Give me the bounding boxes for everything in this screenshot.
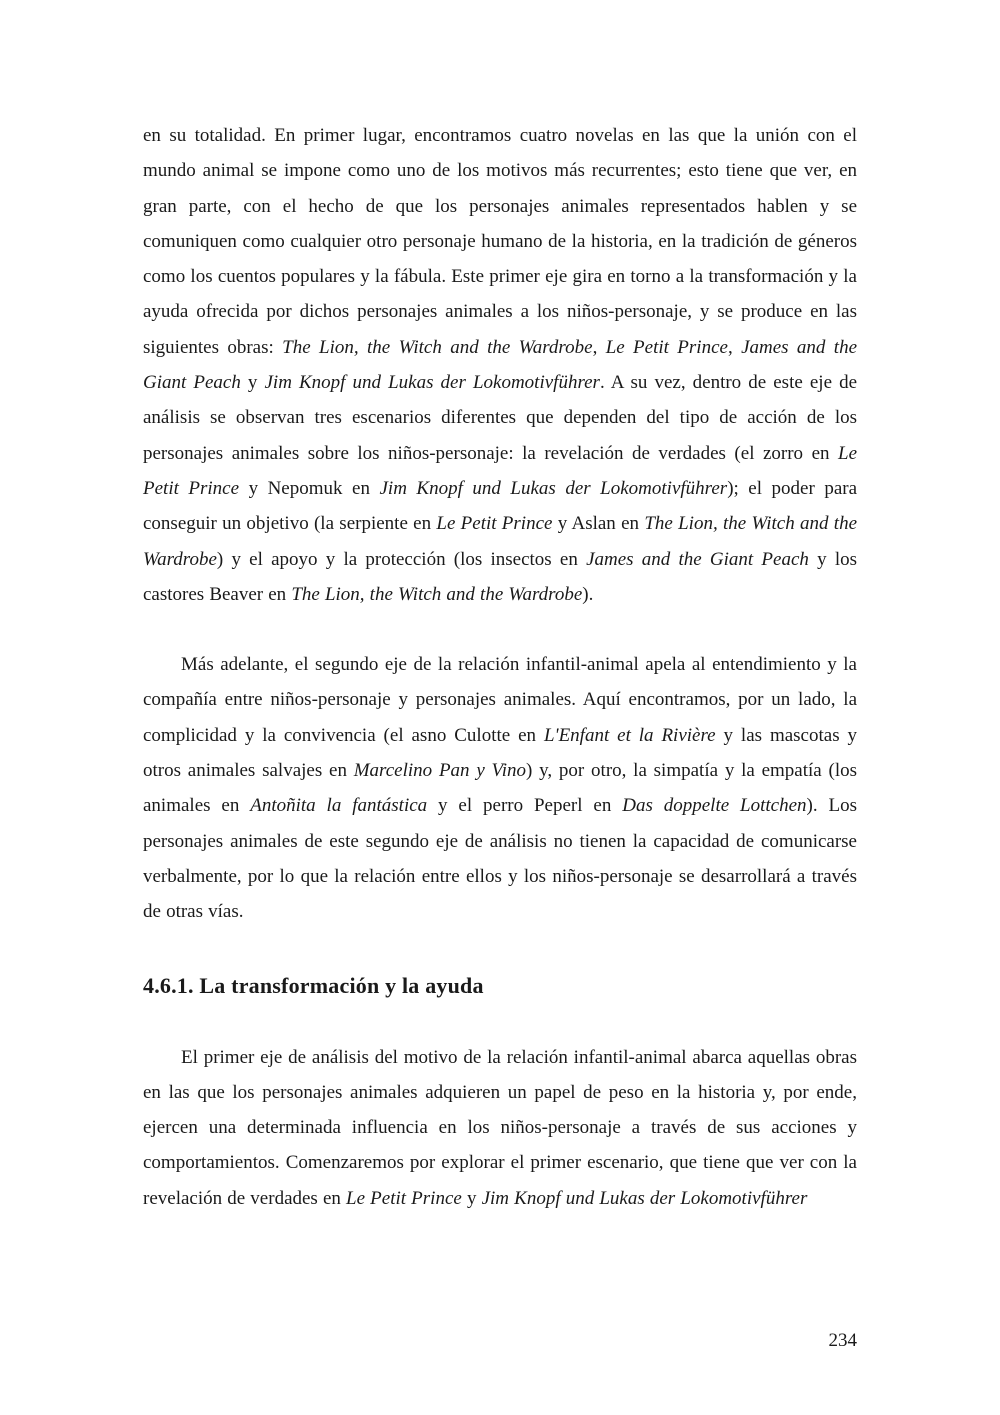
work-title-italic: James and the Giant Peach — [143, 336, 858, 394]
work-title-italic: Marcelino Pan y Vino — [353, 760, 527, 782]
work-title-italic: Jim Knopf und Lukas der Lokomotivführer — [264, 372, 600, 394]
text-run: ). — [582, 583, 594, 605]
text-run: y Nepomuk en — [239, 477, 380, 499]
text-run: en su totalidad. En primer lugar, encontramos cuatro novelas en las que la unión con el mundo animal se impone como uno de los motivos más recurrentes; esto tiene que ver, en gran parte, con el hecho de que los personajes animales representados hablen y se comuniquen como cualquier otro personaje humano de la historia, en la tradición de géneros como los cuentos populares y la fábula. Este primer eje gira en torno a la transformación y la ayuda ofrecida por dichos personajes animales a los niños-personaje, y se produce en las siguientes obras: — [143, 125, 857, 358]
text-run: Más adelante, el segundo eje de la relación infantil-animal apela al entendimiento y la compañía entre niños-personaje y personajes animales. Aquí encontramos, por un lado, la complicidad y la convivencia (el asno Culotte en — [143, 654, 857, 746]
work-title-italic: The Lion, the Witch and the Wardrobe — [282, 336, 593, 358]
work-title-italic: Jim Knopf und Lukas der Lokomotivführer — [481, 1187, 808, 1209]
section-heading: 4.6.1. La transformación y la ayuda — [143, 972, 484, 998]
work-title-italic: Jim Knopf und Lukas der Lokomotivführer — [379, 477, 728, 499]
work-title-italic: L'Enfant et la Rivière — [543, 724, 716, 746]
text-run: , — [727, 336, 742, 358]
text-run: , — [592, 336, 606, 358]
work-title-italic: Le Petit Prince — [436, 513, 553, 535]
work-title-italic: Le Petit Prince — [346, 1187, 462, 1209]
work-title-italic: The Lion, the Witch and the Wardrobe — [291, 583, 583, 605]
text-run: . A su vez, dentro de este eje de análisis se observan tres escenarios diferentes que dependen del tipo de acción de los personajes animales sobre los niños-personaje: la revelación de verdades (el zorro en — [143, 372, 858, 464]
text-run: y Aslan en — [552, 513, 645, 535]
text-run: ). Los personajes animales de este segundo eje de análisis no tienen la capacidad de comunicarse verbalmente, por lo que la relación entre ellos y los niños-personaje se desarrollará a través de otras vías. — [143, 795, 857, 923]
text-run: ) y, por otro, la simpatía y la empatía (los animales en — [143, 760, 857, 817]
page-number: 234 — [828, 1330, 857, 1351]
paragraph-3 — [143, 1040, 857, 1216]
text-run: ); el poder para conseguir un objetivo (la serpiente en — [143, 477, 858, 535]
text-run: y los castores Beaver en — [143, 548, 857, 605]
text-run: El primer eje de análisis del motivo de la relación infantil-animal abarca aquellas obras en las que los personajes animales adquieren un papel de peso en la historia y, por ende, ejercen una determinada influencia en los niños-personaje a través de sus acciones y comportamientos. Comenzaremos por explorar el primer escenario, que tiene que ver con la revelación de verdades en — [143, 1046, 857, 1209]
work-title-italic: The Lion, the Witch and the Wardrobe — [143, 513, 858, 570]
paragraph-1 — [143, 118, 857, 612]
text-run: y el perro Peperl en — [427, 795, 623, 817]
text-run: y — [461, 1187, 482, 1209]
work-title-italic: Das doppelte Lottchen — [622, 795, 807, 817]
text-run: y las mascotas y otros animales salvajes en — [143, 724, 857, 782]
text-run: ) y el apoyo y la protección (los insectos en — [216, 548, 587, 570]
work-title-italic: Le Petit Prince — [143, 442, 857, 499]
work-title-italic: James and the Giant Peach — [586, 548, 809, 570]
work-title-italic: Le Petit Prince — [605, 336, 728, 358]
text-run: y — [240, 372, 265, 394]
paragraph-2 — [143, 647, 857, 929]
work-title-italic: Antoñita la fantástica — [250, 795, 428, 817]
